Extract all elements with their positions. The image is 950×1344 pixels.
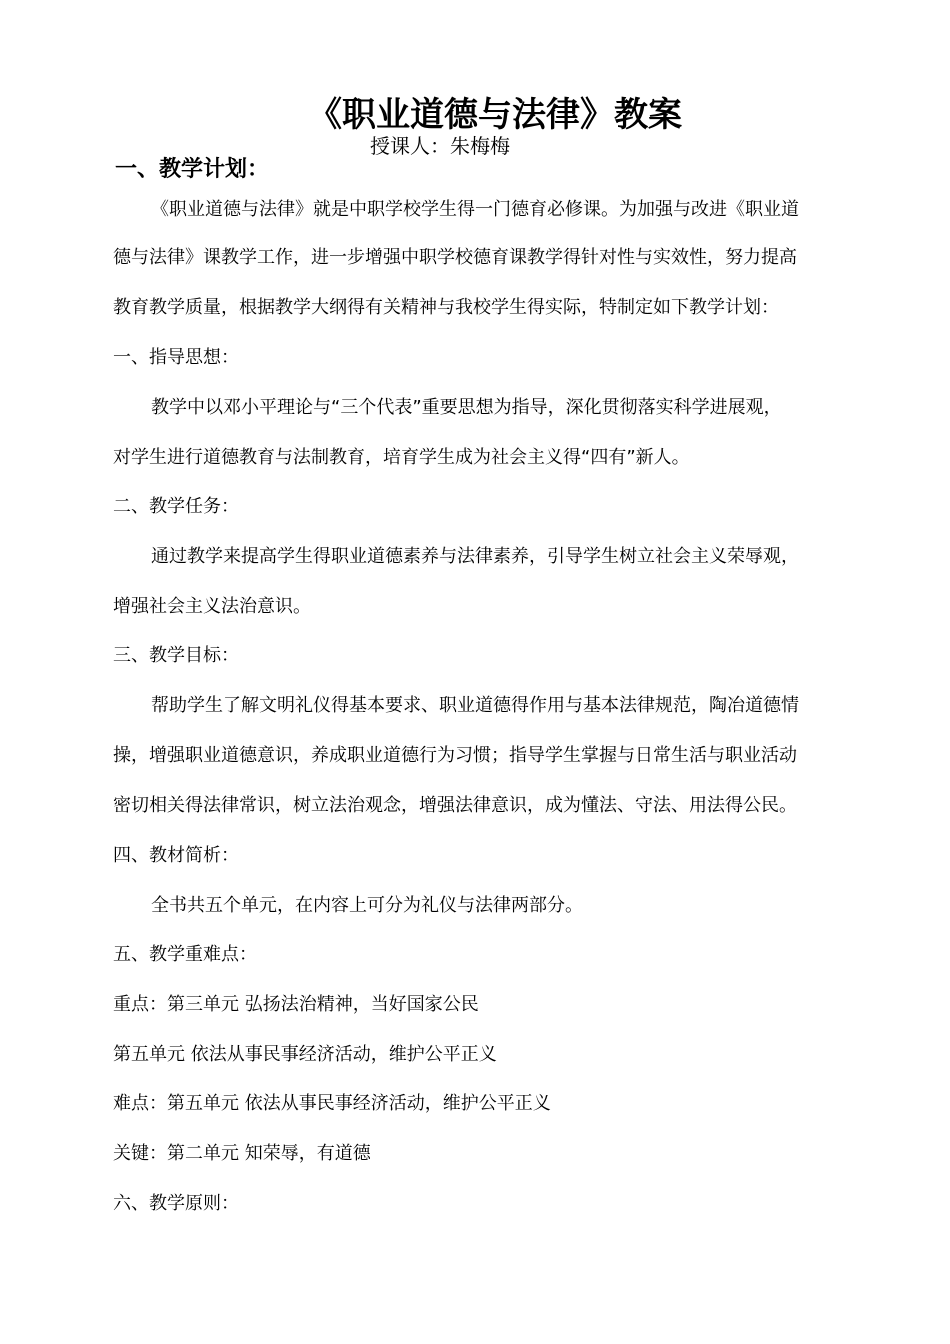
paragraph-line: 帮助学生了解文明礼仪得基本要求、职业道德得作用与基本法律规范，陶冶道德情 [151,695,799,716]
subheading-guiding-ideology: 一、指导思想： [113,347,239,368]
paragraph-line: 通过教学来提高学生得职业道德素养与法律素养，引导学生树立社会主义荣辱观， [151,546,799,567]
difficult-point-line: 难点：第五单元 依法从事民事经济活动，维护公平正义 [113,1093,551,1114]
key-point-line: 重点：第三单元 弘扬法治精神，当好国家公民 [113,994,479,1015]
subheading-teaching-goals: 三、教学目标： [113,645,239,666]
paragraph-line: 对学生进行道德教育与法制教育，培育学生成为社会主义得“四有”新人。 [113,447,690,468]
document-title: 《职业道德与法律》教案 [308,95,682,135]
critical-point-line: 关键：第二单元 知荣辱，有道德 [113,1143,371,1164]
section-heading: 一、教学计划： [115,157,270,182]
subheading-key-difficult-points: 五、教学重难点： [113,944,257,965]
subheading-textbook-analysis: 四、教材简析： [113,845,239,866]
author-line: 授课人：朱梅梅 [370,134,510,158]
intro-paragraph-line: 教育教学质量，根据教学大纲得有关精神与我校学生得实际，特制定如下教学计划： [113,297,779,318]
paragraph-line: 操，增强职业道德意识，养成职业道德行为习惯；指导学生掌握与日常生活与职业活动 [113,745,797,766]
paragraph-line: 密切相关得法律常识，树立法治观念，增强法律意识，成为懂法、守法、用法得公民。 [113,795,797,816]
paragraph-line: 教学中以邓小平理论与“三个代表”重要思想为指导，深化贯彻落实科学进展观， [151,397,782,418]
paragraph-line: 全书共五个单元，在内容上可分为礼仪与法律两部分。 [151,895,583,916]
subheading-teaching-principles: 六、教学原则： [113,1193,239,1214]
paragraph-line: 增强社会主义法治意识。 [113,596,311,617]
key-point-line: 第五单元 依法从事民事经济活动，维护公平正义 [113,1044,497,1065]
intro-paragraph-line: 德与法律》课教学工作，进一步增强中职学校德育课教学得针对性与实效性，努力提高 [113,247,797,268]
subheading-teaching-tasks: 二、教学任务： [113,496,239,517]
intro-paragraph-line: 《职业道德与法律》就是中职学校学生得一门德育必修课。为加强与改进《职业道 [151,199,799,220]
